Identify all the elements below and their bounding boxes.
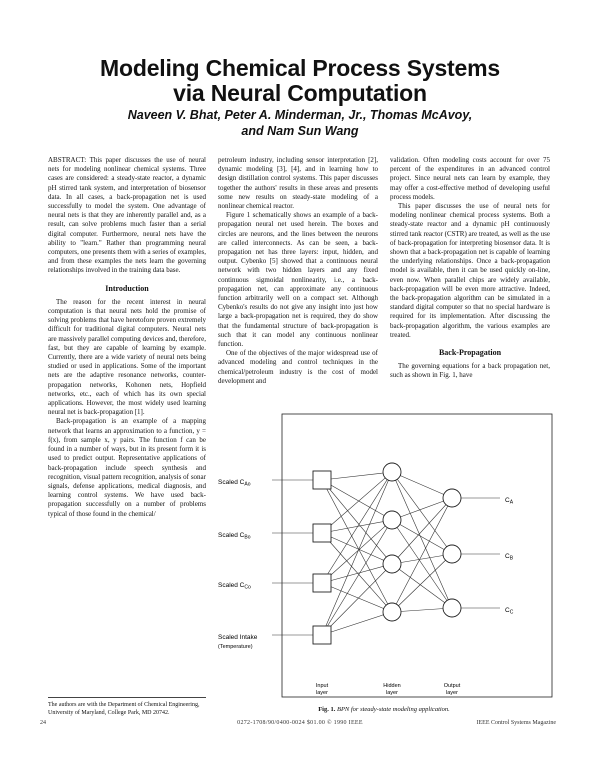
interconnect-input-hidden [322, 564, 392, 635]
hidden-neuron [383, 555, 401, 573]
interconnect-input-hidden [322, 472, 392, 583]
column-1 [48, 156, 206, 519]
introduction-heading: Introduction [105, 283, 149, 293]
input-label-2: Scaled $C_{Bo}$ [218, 532, 251, 541]
interconnect-input-hidden [322, 472, 392, 533]
interconnect-hidden-output [392, 564, 452, 608]
authors-line-1: Naveen V. Bhat, Peter A. Minderman, Jr., Thomas McAvoy, [127, 108, 473, 122]
interconnect-hidden-output [392, 472, 452, 498]
hidden-neuron [383, 603, 401, 621]
output-label-3: $C_C$ [505, 607, 514, 616]
back-propagation-heading: Back-Propagation [438, 348, 502, 358]
col2-paragraph-1: petroleum industry, including sensor interpretation [2], dynamic modeling [3], [4], and in learning how to design distillation control systems. This paper discusses together the authors' results in these areas and presents some new results on steady-state modeling of a nonlinear chemical reactor. [218, 156, 378, 211]
intro-paragraph-2: Back-propagation is an example of a mapping network that learns an approximation to a function, y = f(x), from sample x, y pairs. The function f can be found in a number of ways, but in its present form it is used to predict output. Representative applications of back-propagation include speech synthesis and recognition, visual pattern recognition, analysis of sonar signals, defense applications, medical diagnosis, and learning control systems. We have used back-propagation successfully on a number of problems typical of those found in the chemical/ [48, 417, 206, 518]
interconnect-hidden-output [392, 520, 452, 554]
input-neuron [313, 626, 331, 644]
col3-paragraph-2: This paper discusses the use of neural nets for modeling nonlinear chemical process systems. Both a steady-state reactor and a dynamic pH continuously stirred tank reactor (CSTR) are treated, as well as the use of back-propagation for interpreting biosensor data. It is shown that a back-propagation net is capable of learning the underlying relationships. Once a back-propagation model is available, then it can be used quickly on-line, even now. When parallel chips are widely available, back-propagation will be even more attractive. Indeed, the back-propagation algorithm can be simulated in a standard digital computer so that no special hardware is required for its implementation. After discussing the back-propagation algorithm, the various examples are treated. [390, 202, 550, 339]
interconnect-input-hidden [322, 583, 392, 612]
intro-paragraph-1: The reason for the recent interest in neural computation is that neural nets hold the promise of solving problems that have heretofore proven extremely difficult for traditional digital computers. Neural nets are massively parallel computing devices and, therefore, fast, but they are capable of learning by example. Currently, there are a wide variety of neural nets being studied or used in applications. Some of the important nets are the adaptive resonance networks, counter-propagation networks, Kohonen nets, Hopfield networks, etc., each of which has its own special applications. However, the most widely used learning neural net is back-propagation [1]. [48, 297, 206, 417]
interconnect-input-hidden [322, 612, 392, 635]
hidden-neuron [383, 463, 401, 481]
input-label-3: Scaled $C_{Co}$ [218, 582, 251, 591]
hidden-layer-label: Hidden layer [383, 683, 401, 696]
interconnect-hidden-output [392, 498, 452, 520]
figure-caption-text: BPN for steady-state modeling application. [336, 706, 450, 713]
output-neuron [443, 545, 461, 563]
input-neuron [313, 524, 331, 542]
output-label-1: $C_A$ [505, 497, 514, 506]
figure-caption [210, 706, 558, 713]
paper-title-line-2: via Neural Computation [173, 80, 427, 106]
output-layer-label: Output layer [443, 683, 461, 696]
col2-paragraph-3: One of the objectives of the major widespread use of advanced modeling and control techniques in the chemical/petroleum industry is the cost of model development and [218, 349, 378, 385]
figure-caption-label: Fig. 1. [318, 706, 336, 713]
input-label-4: Scaled Intake [218, 634, 258, 641]
neurons [313, 463, 461, 644]
issn-copyright-line: 0272-1708/90/0400-0024 $01.00 © 1990 IEEE [237, 720, 363, 726]
col2-paragraph-2: Figure 1 schematically shows an example of a back-propagation neural net used herein. The boxes and circles are neurons, and the lines between the neurons are called interconnects. As can be seen, a back-propagation net has three layers: input, hidden, and output. Cybenko [5] showed that a continuous neural network with two hidden layers and any fixed continuous sigmoidal nonlinearity, i.e., a back-propagation net, can approximate any continuous function arbitrarily well on a compact set. Although Cybenko's results do not give any insight into just how large a back-propagation net is required, they do show that the fundamental structure of back-propagation is such that it can model any continuous nonlinear function. [218, 211, 378, 349]
abstract-text: This paper discusses the use of neural nets for modeling nonlinear chemical systems. Three cases are considered: a steady-state reactor, a dynamic pH stirred tank system, and interpretation of biosensor data. In all cases, a back-propagation net is used successfully to model the system. One advantage of neural nets is that they are inherently parallel and, as a result, can solve problems much faster than a serial digital computer. Furthermore, neural nets have the ability to "learn." Rather than programming neural computers, one presents them with a series of examples, and from these examples the nets learn the governing relationships involved in the training data base. [48, 156, 207, 275]
column-3 [390, 156, 550, 381]
interconnect-input-hidden [322, 472, 392, 480]
author-affiliation-footnote: The authors are with the Department of Chemical Engineering, University of Maryland, College Park, MD 20742. [48, 697, 206, 717]
column-2 [218, 156, 378, 386]
journal-name: IEEE Control Systems Magazine [476, 720, 556, 726]
interconnect-input-hidden [322, 472, 392, 635]
interconnect-input-hidden [322, 533, 392, 612]
input-neuron [313, 471, 331, 489]
input-label-1: Scaled $C_{Ao}$ [218, 479, 251, 488]
bp-paragraph-1: The governing equations for a back propagation net, such as shown in Fig. 1, have [390, 362, 550, 380]
figure-1-network-diagram [212, 412, 557, 720]
interconnect-hidden-output [392, 472, 452, 554]
abstract [48, 156, 206, 276]
input-label-4-sub: (Temperature) [218, 644, 253, 650]
col3-paragraph-1: validation. Often modeling costs account for over 75 percent of the expenditures in an advanced control project. Since neural nets can learn by example, they may offer a cost-effective method of developing useful process models. [390, 156, 550, 201]
authors-line-2: and Nam Sun Wang [241, 124, 359, 138]
page-number: 24 [40, 720, 46, 726]
interconnect-hidden-output [392, 472, 452, 608]
output-label-2: $C_B$ [505, 553, 514, 562]
paper-title-line-1: Modeling Chemical Process Systems [100, 55, 500, 81]
input-neuron [313, 574, 331, 592]
hidden-neuron [383, 511, 401, 529]
abstract-label: ABSTRACT: [48, 156, 87, 164]
input-layer-label: Input layer [315, 683, 329, 696]
output-neuron [443, 489, 461, 507]
interconnect-input-hidden [322, 520, 392, 635]
output-neuron [443, 599, 461, 617]
